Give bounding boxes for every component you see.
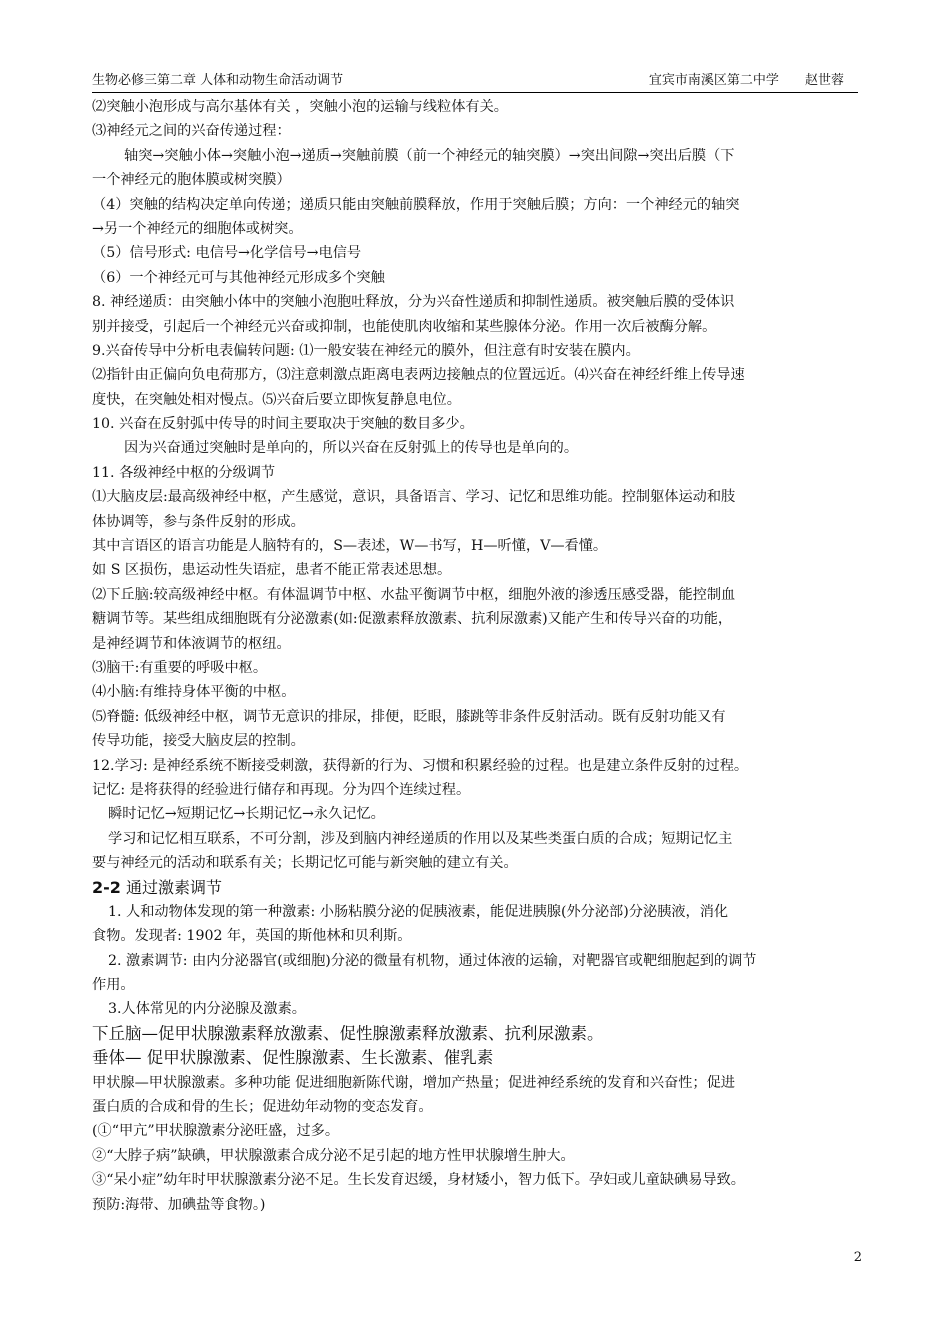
section-number: 2-2 (92, 877, 121, 897)
text-line: 因为兴奋通过突触时是单向的，所以兴奋在反射弧上的传导也是单向的。 (124, 440, 579, 457)
text-line: 2. 激素调节: 由内分泌器官(或细胞)分泌的微量有机物，通过体液的运输，对靶器官或靶细胞起到的调节 (108, 952, 757, 969)
text-line: ⑵指针由正偏向负电荷那方，⑶注意刺激点距离电表两边接触点的位置远近。⑷兴奋在神经纤维上传导速 (92, 367, 745, 384)
text-line: 下丘脑—促甲状腺激素释放激素、促性腺激素释放激素、抗利尿激素。 (92, 1023, 604, 1043)
text-line: 瞬时记忆→短期记忆→长期记忆→永久记忆。 (108, 806, 385, 823)
text-line: 1. 人和动物体发现的第一种激素: 小肠粘膜分泌的促胰液素，能促进胰腺(外分泌部)分泌胰液，消化 (108, 903, 729, 920)
text-line: 一个神经元的胞体膜或树突膜） (92, 172, 291, 189)
header-title: 生物必修三第二章 人体和动物生命活动调节 (92, 73, 344, 88)
text-line: ⑶神经元之间的兴奋传递过程： (92, 123, 291, 140)
text-line: 学习和记忆相互联系，不可分割，涉及到脑内神经递质的作用以及某些类蛋白质的合成；短期记忆主 (108, 830, 733, 847)
text-line: 如 S 区损伤，患运动性失语症，患者不能正常表述思想。 (92, 562, 452, 579)
text-line: ⑵下丘脑:较高级神经中枢。有体温调节中枢、水盐平衡调节中枢，细胞外液的渗透压感受器，能控制血 (92, 586, 736, 603)
text-line: 轴突→突触小体→突触小泡→递质→突触前膜（前一个神经元的轴突膜）→突出间隙→突出后膜（下 (124, 147, 735, 164)
text-line: ③“呆小症”幼年时甲状腺激素分泌不足。生长发育迟缓，身材矮小，智力低下。孕妇或儿童缺碘易导致。 (92, 1172, 745, 1189)
text-line: ⑷小脑:有维持身体平衡的中枢。 (92, 684, 296, 701)
text-line: 是神经调节和体液调节的枢纽。 (92, 635, 291, 652)
section-title: 通过激素调节 (120, 877, 222, 897)
header-author: 赵世蓉 (804, 73, 844, 88)
text-line: (①“甲亢”甲状腺激素分泌旺盛，过多。 (92, 1123, 340, 1140)
text-line: （4）突触的结构决定单向传递；递质只能由突触前膜释放，作用于突触后膜；方向：一个神经元的轴突 (92, 196, 740, 213)
text-line: 要与神经元的活动和联系有关；长期记忆可能与新突触的建立有关。 (92, 855, 518, 872)
text-line: （5）信号形式: 电信号→化学信号→电信号 (92, 245, 362, 262)
text-line: ②“大脖子病”缺碘，甲状腺激素合成分泌不足引起的地方性甲状腺增生肿大。 (92, 1147, 575, 1164)
text-line: 别并接受，引起后一个神经元兴奋或抑制，也能使肌肉收缩和某些腺体分泌。作用一次后被酶分解。 (92, 318, 717, 335)
text-line: 体协调等，参与条件反射的形成。 (92, 513, 305, 530)
text-line: 11. 各级神经中枢的分级调节 (92, 464, 276, 481)
page-body (92, 95, 862, 1217)
header-school: 宜宾市南溪区第二中学 (648, 73, 779, 88)
text-line: 糖调节等。某些组成细胞既有分泌激素(如:促激素释放激素、抗利尿激素)又能产生和传导兴奋的功能， (92, 611, 733, 628)
text-line: 8. 神经递质：由突触小体中的突触小泡胞吐释放，分为兴奋性递质和抑制性递质。被突触后膜的受体识 (92, 294, 735, 311)
text-line: ⑶脑干:有重要的呼吸中枢。 (92, 659, 268, 676)
text-line: 3.人体常见的内分泌腺及激素。 (108, 1001, 306, 1018)
header-right (627, 70, 844, 92)
text-line: 记忆: 是将获得的经验进行储存和再现。分为四个连续过程。 (92, 781, 471, 798)
text-line: 12.学习: 是神经系统不断接受刺激，获得新的行为、习惯和积累经验的过程。也是建立条件反射的过程。 (92, 757, 749, 774)
text-line: 10. 兴奋在反射弧中传导的时间主要取决于突触的数目多少。 (92, 416, 474, 433)
page-header (92, 70, 858, 93)
text-line: 度快，在突触处相对慢点。⑸兴奋后要立即恢复静息电位。 (92, 391, 461, 408)
text-line: 其中言语区的语言功能是人脑特有的，S—表述，W—书写，H—听懂，V—看懂。 (92, 538, 608, 555)
text-line: 作用。 (92, 977, 135, 994)
text-line: ⑴大脑皮层:最高级神经中枢，产生感觉，意识，具备语言、学习、记忆和思维功能。控制躯体运动和肢 (92, 489, 736, 506)
text-line: 预防:海带、加碘盐等食物。) (92, 1196, 266, 1213)
text-line: ⑵突触小泡形成与高尔基体有关 ，突触小泡的运输与线粒体有关。 (92, 99, 508, 115)
page-number: 2 (853, 1250, 862, 1265)
text-line: 甲状腺—甲状腺激素。多种功能 促进细胞新陈代谢，增加产热量；促进神经系统的发育和兴奋性；促进 (92, 1074, 735, 1091)
section-heading (92, 876, 862, 900)
text-line: 9.兴奋传导中分析电表偏转问题: ⑴一般安装在神经元的膜外，但注意有时安装在膜内。 (92, 342, 640, 359)
text-line: ⑸脊髓: 低级神经中枢，调节无意识的排尿，排便，眨眼，膝跳等非条件反射活动。既有反射功能又有 (92, 708, 726, 725)
text-line: 垂体— 促甲状腺激素、促性腺激素、生长激素、催乳素 (92, 1048, 494, 1068)
text-line: →另一个神经元的细胞体或树突。 (92, 220, 303, 237)
text-line: 食物。发现者: 1902 年，英国的斯他林和贝利斯。 (92, 928, 412, 945)
text-line: 传导功能，接受大脑皮层的控制。 (92, 733, 305, 750)
text-line: （6）一个神经元可与其他神经元形成多个突触 (92, 269, 385, 286)
text-line: 蛋白质的合成和骨的生长；促进幼年动物的变态发育。 (92, 1099, 433, 1116)
